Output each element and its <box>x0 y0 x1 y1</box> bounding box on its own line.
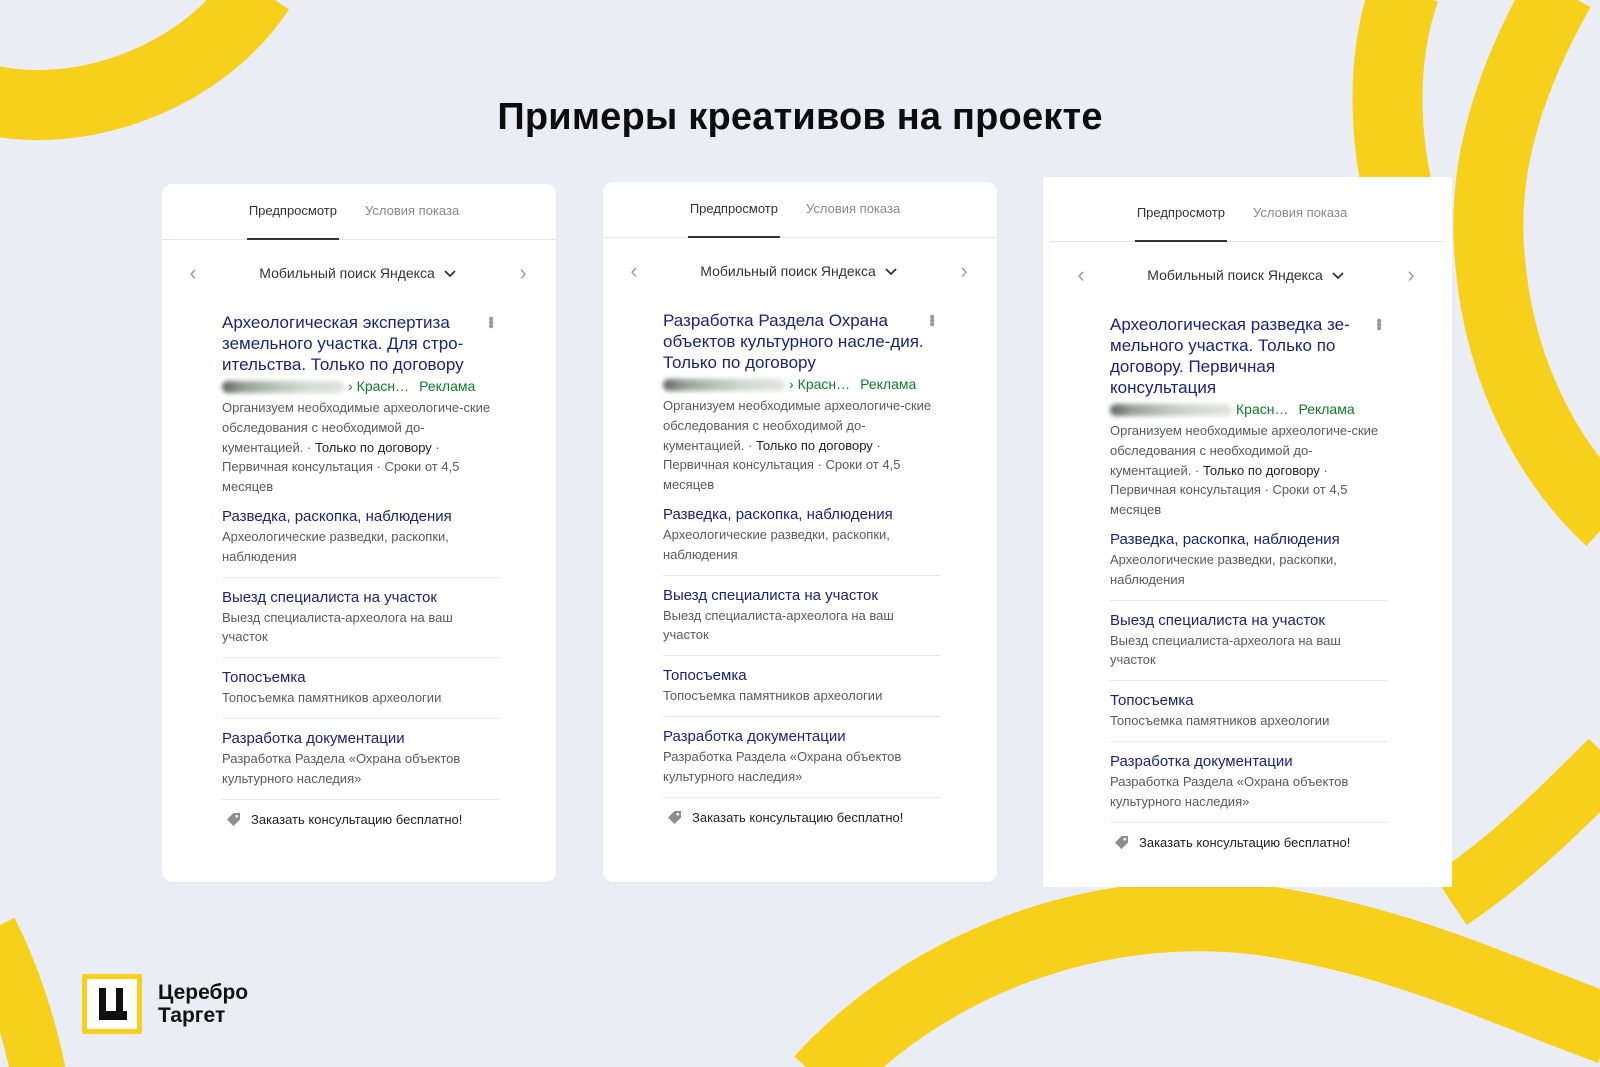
ad-label: Реклама <box>860 376 917 392</box>
prev-arrow-icon[interactable]: ‹ <box>1077 262 1085 287</box>
device-dropdown[interactable] <box>259 265 456 281</box>
sitelink-title[interactable]: Разведка, раскопка, наблюдения <box>663 505 893 523</box>
ad-label: Реклама <box>419 378 476 394</box>
ad-url-tail[interactable]: Красн… <box>797 376 851 392</box>
sitelink-description: Топосъемка памятников археологии <box>222 690 442 706</box>
sitelink <box>663 717 941 798</box>
device-dropdown[interactable] <box>1147 267 1344 283</box>
ad-text-highlight: Только по договору <box>1202 462 1320 478</box>
sitelink <box>222 578 500 659</box>
sitelink <box>1110 681 1388 742</box>
sitelink-description: Топосъемка памятников археологии <box>1110 713 1330 729</box>
ad-text-before: Организуем необходимые археологиче-ские обследования с необходимой до-кументацией. · <box>222 400 491 455</box>
ad-title-link[interactable]: Разработка Раздела Охрана объектов культурного насле-дия. Только по договору <box>663 311 924 372</box>
sitelink-title[interactable]: Выезд специалиста на участок <box>663 586 878 604</box>
tab-display-conditions[interactable]: Условия показа <box>364 203 460 218</box>
next-arrow-icon[interactable]: › <box>960 258 968 283</box>
cta-consultation[interactable] <box>222 800 500 827</box>
sitelink-title[interactable]: Разработка документации <box>222 729 405 747</box>
cta-consultation[interactable] <box>1110 823 1388 850</box>
tag-icon <box>226 812 241 827</box>
ad-label: Реклама <box>1298 401 1355 417</box>
sitelink-title[interactable]: Выезд специалиста на участок <box>222 588 437 606</box>
device-label: Мобильный поиск Яндекса <box>1147 267 1323 283</box>
sitelink <box>222 658 500 719</box>
tab-display-conditions[interactable]: Условия показа <box>805 201 901 216</box>
device-dropdown[interactable] <box>700 263 897 279</box>
chevron-down-icon <box>1331 268 1345 282</box>
prev-arrow-icon[interactable]: ‹ <box>189 260 197 285</box>
sitelink-title[interactable]: Выезд специалиста на участок <box>1110 611 1325 629</box>
ad-description <box>1110 421 1388 520</box>
sitelink-description: Топосъемка памятников археологии <box>663 688 883 704</box>
ad-url-line <box>663 374 941 395</box>
ad-text-highlight: Только по договору <box>314 439 432 455</box>
breadcrumb-separator: › <box>789 376 794 392</box>
sitelink <box>663 656 941 717</box>
sitelink-description: Разработка Раздела «Охрана объектов культурного наследия» <box>222 750 461 786</box>
chevron-down-icon <box>884 264 898 278</box>
sitelink-title[interactable]: Разведка, раскопка, наблюдения <box>1110 530 1340 548</box>
sitelink-title[interactable]: Топосъемка <box>222 669 306 687</box>
tab-preview[interactable]: Предпросмотр <box>247 203 339 240</box>
ad-preview-card-2 <box>603 182 997 882</box>
sitelink-title[interactable]: Разработка документации <box>1110 752 1293 770</box>
brand-name-line1: Церебро <box>158 981 249 1004</box>
sitelink <box>663 495 941 576</box>
tag-icon <box>667 810 682 825</box>
ad-text-after: · Первичная консультация · Сроки от 4,5 месяцев <box>1110 462 1348 518</box>
sitelink-description: Археологические разведки, раскопки, наблюдения <box>222 528 449 564</box>
blurred-domain <box>663 379 785 391</box>
ad-text-after: · Первичная консультация · Сроки от 4,5 месяцев <box>222 439 460 495</box>
ad-text-after: · Первичная консультация · Сроки от 4,5 месяцев <box>663 437 901 493</box>
device-selector-row <box>162 240 556 306</box>
sitelink-title[interactable]: Топосъемка <box>1110 692 1194 710</box>
ad-text-before: Организуем необходимые археологиче-ские обследования с необходимой до-кументацией. · <box>663 398 932 453</box>
cta-label: Заказать консультацию бесплатно! <box>692 809 904 825</box>
cta-consultation[interactable] <box>663 798 941 825</box>
ad-description <box>663 396 941 495</box>
brand-name <box>158 981 248 1027</box>
tab-preview[interactable]: Предпросмотр <box>688 201 780 238</box>
sitelink-description: Выезд специалиста-археолога на ваш участок <box>1110 632 1341 668</box>
device-selector-row <box>1050 242 1444 308</box>
sitelink <box>1110 601 1388 682</box>
ad-text-before: Организуем необходимые археологиче-ские обследования с необходимой до-кументацией. · <box>1110 423 1379 478</box>
preview-tabs <box>1050 186 1444 242</box>
sitelink-description: Разработка Раздела «Охрана объектов культурного наследия» <box>663 748 902 784</box>
device-label: Мобильный поиск Яндекса <box>259 265 435 281</box>
preview-tabs <box>162 184 556 240</box>
ad-url-line <box>222 376 500 397</box>
ad-text-highlight: Только по договору <box>755 437 873 453</box>
device-label: Мобильный поиск Яндекса <box>700 263 876 279</box>
letter-ts-icon <box>95 985 129 1023</box>
more-vertical-icon[interactable]: ••• <box>1370 318 1387 329</box>
ad-title-link[interactable]: Археологическая разведка зе-мельного участка. Только по договору. Первичная консультация <box>1110 315 1350 397</box>
ad-title-link[interactable]: Археологическая экспертиза земельного участка. Для стро-ительства. Только по договору <box>222 313 464 374</box>
sitelink-description: Разработка Раздела «Охрана объектов культурного наследия» <box>1110 773 1349 809</box>
search-ad <box>603 310 997 825</box>
tab-preview[interactable]: Предпросмотр <box>1135 205 1227 242</box>
next-arrow-icon[interactable]: › <box>519 260 527 285</box>
tab-display-conditions[interactable]: Условия показа <box>1252 205 1348 220</box>
next-arrow-icon[interactable]: › <box>1407 262 1415 287</box>
sitelink <box>1110 742 1388 823</box>
sitelink <box>1110 520 1388 601</box>
ad-preview-card-1 <box>162 184 556 882</box>
chevron-down-icon <box>443 266 457 280</box>
preview-tabs <box>603 182 997 238</box>
device-selector-row <box>603 238 997 304</box>
prev-arrow-icon[interactable]: ‹ <box>630 258 638 283</box>
ad-url-tail[interactable]: Красн… <box>356 378 410 394</box>
ad-url-tail[interactable]: Красн… <box>1236 401 1289 417</box>
brand-name-line2: Таргет <box>158 1004 226 1027</box>
brand-logo-mark-icon <box>82 974 142 1034</box>
search-ad <box>1050 314 1444 850</box>
ad-url-line <box>1110 399 1388 420</box>
sitelink-description: Выезд специалиста-археолога на ваш участок <box>663 607 894 643</box>
ad-preview-card-3 <box>1050 186 1444 882</box>
sitelink <box>222 497 500 578</box>
brand-logo <box>82 974 248 1034</box>
tag-icon <box>1114 835 1129 850</box>
blurred-domain <box>222 381 344 393</box>
more-vertical-icon[interactable]: ••• <box>923 314 940 325</box>
sitelink-title[interactable]: Разведка, раскопка, наблюдения <box>222 507 452 525</box>
blurred-domain <box>1110 404 1232 416</box>
more-vertical-icon[interactable]: ••• <box>482 316 499 327</box>
ad-description <box>222 398 500 497</box>
sitelink <box>663 576 941 657</box>
sitelink-title[interactable]: Разработка документации <box>663 727 846 745</box>
sitelink-description: Археологические разведки, раскопки, наблюдения <box>1110 551 1337 587</box>
sitelink-description: Выезд специалиста-археолога на ваш участок <box>222 609 453 645</box>
sitelink <box>222 719 500 800</box>
sitelink-title[interactable]: Топосъемка <box>663 667 747 685</box>
sitelink-description: Археологические разведки, раскопки, наблюдения <box>663 526 890 562</box>
page-title: Примеры креативов на проекте <box>497 96 1103 138</box>
cta-label: Заказать консультацию бесплатно! <box>1139 834 1351 850</box>
cta-label: Заказать консультацию бесплатно! <box>251 811 463 827</box>
search-ad <box>162 312 556 827</box>
breadcrumb-separator: › <box>348 378 353 394</box>
